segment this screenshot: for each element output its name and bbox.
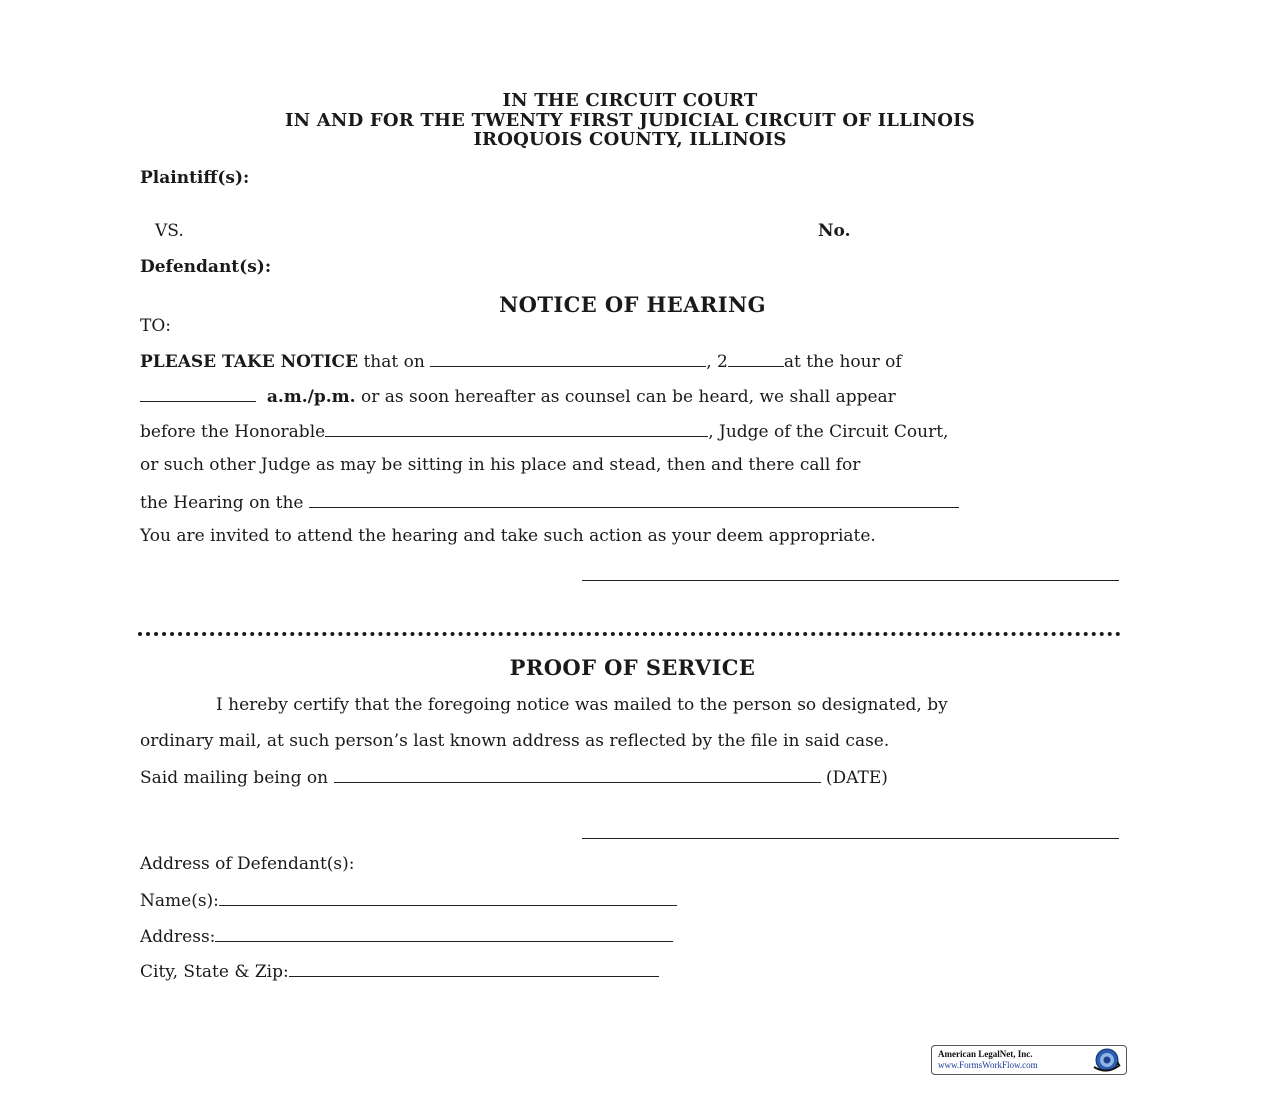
notice-paragraph-line5 [140, 491, 959, 513]
mailing-date-blank[interactable] [334, 766, 821, 783]
hearing-year-blank[interactable] [728, 350, 784, 367]
hearing-on-text: the Hearing on the [140, 493, 309, 513]
plaintiff-label: Plaintiff(s): [140, 168, 250, 188]
date-label: (DATE) [820, 768, 888, 788]
logo-company-name: American LegalNet, Inc. [938, 1049, 1033, 1059]
vs-label: VS. [155, 221, 184, 241]
hearing-time-blank[interactable] [140, 385, 256, 402]
notice-paragraph-line3 [140, 420, 948, 442]
at-the-hour-text: at the hour of [783, 352, 902, 372]
notice-paragraph-line1 [140, 350, 902, 372]
name-row [140, 889, 677, 911]
globe-arrow-icon [1090, 1047, 1124, 1073]
notice-paragraph-line4: or such other Judge as may be sitting in his place and stead, then and there call for [140, 455, 861, 475]
proof-of-service-title: PROOF OF SERVICE [509, 655, 756, 680]
case-number-label: No. [818, 221, 851, 241]
court-header-line1: IN THE CIRCUIT COURT [502, 90, 758, 111]
proof-signature-line[interactable] [582, 838, 1119, 839]
city-state-zip-label: City, State & Zip: [140, 962, 289, 982]
please-take-notice-text: PLEASE TAKE NOTICE [140, 352, 359, 372]
name-blank[interactable] [219, 889, 677, 906]
hearing-matter-blank[interactable] [309, 491, 959, 508]
proof-paragraph-line3 [140, 766, 888, 788]
am-pm-text: a.m./p.m. [266, 387, 356, 407]
to-label: TO: [140, 316, 172, 336]
judge-circuit-court-text: , Judge of the Circuit Court, [708, 422, 949, 442]
said-mailing-text: Said mailing being on [140, 768, 334, 788]
that-on-text: that on [358, 352, 431, 372]
judge-name-blank[interactable] [325, 420, 708, 437]
before-honorable-text: before the Honorable [140, 422, 326, 442]
address-blank[interactable] [215, 925, 673, 942]
name-label: Name(s): [140, 891, 219, 911]
court-header-line2: IN AND FOR THE TWENTY FIRST JUDICIAL CIRCUIT OF ILLINOIS [285, 110, 975, 131]
address-of-defendant-heading: Address of Defendant(s): [140, 854, 355, 874]
city-state-zip-row [140, 960, 659, 982]
address-row [140, 925, 673, 947]
notice-signature-line[interactable] [582, 580, 1119, 581]
logo-website: www.FormsWorkFlow.com [938, 1060, 1038, 1070]
notice-paragraph-line6: You are invited to attend the hearing and take such action as your deem appropriate. [140, 526, 876, 546]
counsel-heard-text: or as soon hereafter as counsel can be heard, we shall appear [355, 387, 896, 407]
proof-paragraph-line1: I hereby certify that the foregoing notice was mailed to the person so designated, by [216, 695, 948, 715]
defendant-label: Defendant(s): [140, 257, 272, 277]
court-header-line3: IROQUOIS COUNTY, ILLINOIS [473, 129, 787, 150]
section-divider [138, 632, 1121, 636]
proof-paragraph-line2: ordinary mail, at such person’s last known address as reflected by the file in said case. [140, 731, 890, 751]
notice-of-hearing-title: NOTICE OF HEARING [499, 292, 766, 317]
address-label: Address: [140, 927, 216, 947]
american-legalnet-logo[interactable] [931, 1045, 1127, 1075]
city-state-zip-blank[interactable] [289, 960, 659, 977]
hearing-date-blank[interactable] [430, 350, 706, 367]
notice-paragraph-line2 [140, 385, 896, 407]
year-prefix-text: , 2 [706, 352, 728, 372]
